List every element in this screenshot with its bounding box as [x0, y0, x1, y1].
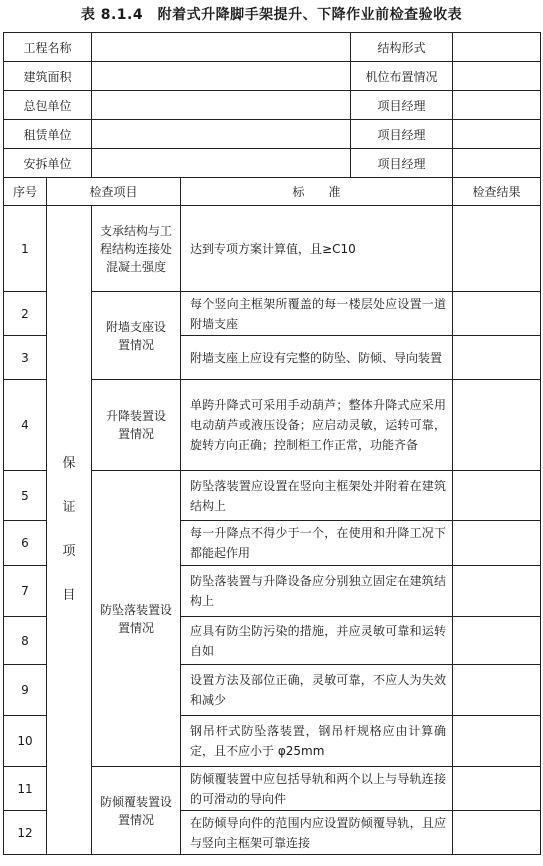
standard-text: 达到专项方案计算值，且≥C10 — [181, 206, 453, 292]
result-cell[interactable] — [453, 617, 541, 665]
result-cell[interactable] — [453, 471, 541, 521]
table-title: 表 8.1.4 附着式升降脚手架提升、下降作业前检查验收表 — [80, 7, 463, 23]
guarantee-char: 保 — [62, 456, 76, 471]
category-anti-fall: 防坠落装置设置情况 — [92, 471, 181, 767]
standard-text: 每一升降点不得少于一个，在使用和升降工况下都能起作用 — [181, 521, 453, 566]
header-standard: 标 准 — [181, 178, 453, 206]
info-row-installer — [4, 149, 541, 178]
project-manager-label: 项目经理 — [351, 91, 453, 120]
standard-text: 钢吊杆式防坠落装置，钢吊杆规格应由计算确定，且不应小于 φ25mm — [181, 716, 453, 767]
row-number: 12 — [4, 811, 47, 855]
category-lifting-device: 升降装置设置情况 — [92, 380, 181, 471]
result-cell[interactable] — [453, 206, 541, 292]
row-number: 5 — [4, 471, 47, 521]
result-cell[interactable] — [453, 716, 541, 767]
row-number: 10 — [4, 716, 47, 767]
project-name-value[interactable] — [92, 33, 351, 62]
lessor-label: 租赁单位 — [4, 120, 92, 149]
project-manager-value[interactable] — [453, 120, 541, 149]
category-support: 支承结构与工程结构连接处混凝土强度 — [92, 206, 181, 292]
result-cell[interactable] — [453, 665, 541, 716]
project-manager-value[interactable] — [453, 149, 541, 178]
standard-text: 在防倾导向件的范围内应设置防倾覆导轨，且应与竖向主框架可靠连接 — [181, 811, 453, 855]
installer-value[interactable] — [92, 149, 351, 178]
row-number: 8 — [4, 617, 47, 665]
info-row-project — [4, 33, 541, 62]
row-number: 4 — [4, 380, 47, 471]
installer-label: 安拆单位 — [4, 149, 92, 178]
category-anti-tilt: 防倾覆装置设置情况 — [92, 767, 181, 855]
header-result: 检查结果 — [453, 178, 541, 206]
header-item: 检查项目 — [47, 178, 181, 206]
row-number: 7 — [4, 566, 47, 617]
header-no: 序号 — [4, 178, 47, 206]
row-number: 1 — [4, 206, 47, 292]
result-cell[interactable] — [453, 336, 541, 380]
result-cell[interactable] — [453, 566, 541, 617]
row-number: 3 — [4, 336, 47, 380]
inspection-table — [3, 32, 541, 855]
result-cell[interactable] — [453, 380, 541, 471]
guarantee-char: 项 — [62, 544, 76, 559]
guarantee-char: 证 — [62, 500, 76, 515]
row-number: 9 — [4, 665, 47, 716]
structure-form-label: 结构形式 — [351, 33, 453, 62]
guarantee-items-label — [47, 206, 92, 855]
lessor-value[interactable] — [92, 120, 351, 149]
project-manager-label: 项目经理 — [351, 120, 453, 149]
building-area-label: 建筑面积 — [4, 62, 92, 91]
standard-text: 设置方法及部位正确，灵敏可靠，不应人为失效和减少 — [181, 665, 453, 716]
result-cell[interactable] — [453, 767, 541, 811]
standard-text: 单跨升降式可采用手动葫芦；整体升降式应采用电动葫芦或液压设备；应启动灵敏，运转可靠，旋转方向正确；控制柜工作正常，功能齐备 — [181, 380, 453, 471]
project-name-label: 工程名称 — [4, 33, 92, 62]
header-row — [4, 178, 541, 206]
standard-text: 防坠落装置与升降设备应分别独立固定在建筑结构上 — [181, 566, 453, 617]
info-row-contractor — [4, 91, 541, 120]
standard-text: 附墙支座上应设有完整的防坠、防倾、导向装置 — [181, 336, 453, 380]
table-row — [4, 206, 541, 292]
general-contractor-label: 总包单位 — [4, 91, 92, 120]
standard-text: 每个竖向主框架所覆盖的每一楼层处应设置一道附墙支座 — [181, 292, 453, 336]
machine-layout-value[interactable] — [453, 62, 541, 91]
general-contractor-value[interactable] — [92, 91, 351, 120]
result-cell[interactable] — [453, 521, 541, 566]
guarantee-char: 目 — [62, 588, 76, 603]
row-number: 2 — [4, 292, 47, 336]
project-manager-value[interactable] — [453, 91, 541, 120]
info-row-lessor — [4, 120, 541, 149]
structure-form-value[interactable] — [453, 33, 541, 62]
result-cell[interactable] — [453, 811, 541, 855]
machine-layout-label: 机位布置情况 — [351, 62, 453, 91]
standard-text: 防倾覆装置中应包括导轨和两个以上与导轨连接的可滑动的导向件 — [181, 767, 453, 811]
standard-text: 防坠落装置应设置在竖向主框架处并附着在建筑结构上 — [181, 471, 453, 521]
building-area-value[interactable] — [92, 62, 351, 91]
standard-text: 应具有防尘防污染的措施，并应灵敏可靠和运转自如 — [181, 617, 453, 665]
row-number: 11 — [4, 767, 47, 811]
project-manager-label: 项目经理 — [351, 149, 453, 178]
row-number: 6 — [4, 521, 47, 566]
category-wall-support: 附墙支座设置情况 — [92, 292, 181, 380]
result-cell[interactable] — [453, 292, 541, 336]
info-row-area — [4, 62, 541, 91]
